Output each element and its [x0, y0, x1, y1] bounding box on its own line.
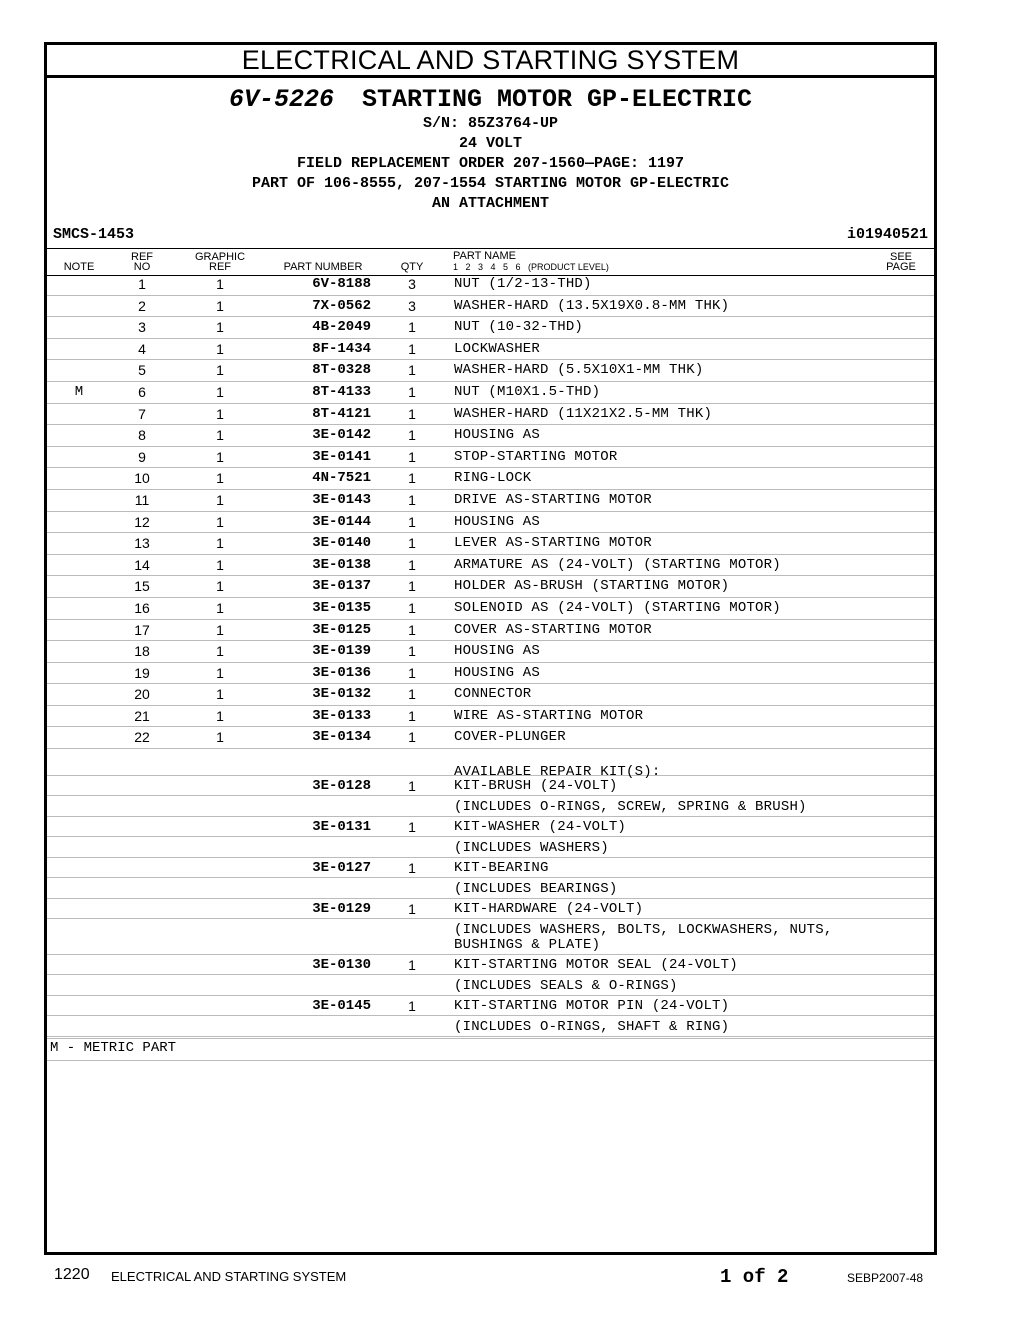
- qty-cell: 1: [408, 556, 416, 573]
- part-name-cell: HOUSING AS: [454, 513, 541, 530]
- col-see-top: SEE: [889, 251, 912, 263]
- col-qty: QTY: [400, 261, 424, 273]
- kit-part-number: 3E-0131: [312, 819, 371, 835]
- ref-no-cell: 21: [134, 707, 150, 724]
- ref-no-cell: 8: [138, 427, 146, 444]
- footnote: M - METRIC PART: [50, 1040, 177, 1056]
- col-graphic-top: GRAPHIC: [194, 251, 246, 263]
- table-row: [47, 468, 934, 490]
- qty-cell: 1: [408, 340, 416, 357]
- col-see-bottom: PAGE: [886, 261, 916, 273]
- part-number-cell: 3E-0140: [312, 535, 371, 552]
- graphic-ref-cell: 1: [216, 621, 224, 638]
- part-number-cell: 7X-0562: [312, 297, 371, 314]
- qty-cell: 1: [408, 491, 416, 508]
- kit-name: KIT-BRUSH (24-VOLT): [454, 778, 618, 794]
- qty-cell: 1: [408, 686, 416, 703]
- kit-row: [47, 996, 934, 1016]
- kit-qty: 1: [408, 901, 416, 917]
- qty-cell: 1: [408, 513, 416, 530]
- group-line: 24 VOLT: [458, 135, 522, 152]
- part-number-cell: 3E-0136: [312, 664, 371, 681]
- part-number-cell: 3E-0134: [312, 729, 371, 746]
- graphic-ref-cell: 1: [216, 599, 224, 616]
- kit-part-number: 3E-0128: [312, 778, 371, 794]
- ref-no-cell: 20: [134, 686, 150, 703]
- table-row: [47, 447, 934, 469]
- ref-no-cell: 6: [138, 383, 146, 400]
- part-name-cell: LEVER AS-STARTING MOTOR: [454, 535, 652, 552]
- kit-row: [47, 955, 934, 975]
- graphic-ref-cell: 1: [216, 513, 224, 530]
- qty-cell: 1: [408, 362, 416, 379]
- kit-includes-row: [47, 1016, 934, 1037]
- table-header: [47, 248, 934, 276]
- part-number-cell: 3E-0144: [312, 513, 371, 530]
- graphic-ref-cell: 1: [216, 340, 224, 357]
- qty-cell: 1: [408, 578, 416, 595]
- smcs-code: SMCS-1453: [53, 226, 135, 243]
- table-row: [47, 533, 934, 555]
- part-number-cell: 3E-0133: [312, 707, 371, 724]
- part-number-cell: 6V-8188: [312, 276, 371, 292]
- part-name-cell: COVER AS-STARTING MOTOR: [454, 621, 652, 638]
- kit-qty: 1: [408, 998, 416, 1014]
- part-name-cell: ARMATURE AS (24-VOLT) (STARTING MOTOR): [454, 556, 781, 573]
- kit-row: [47, 776, 934, 796]
- kit-qty: 1: [408, 860, 416, 876]
- col-ref-bottom: NO: [133, 261, 151, 273]
- col-product-level: 1 2 3 4 5 6 (PRODUCT LEVEL): [453, 262, 609, 272]
- footer-section: ELECTRICAL AND STARTING SYSTEM: [111, 1269, 347, 1284]
- table-row: [47, 274, 934, 296]
- table-row: [47, 296, 934, 318]
- kit-includes: (INCLUDES SEALS & O-RINGS): [454, 978, 678, 994]
- part-number-cell: 4N-7521: [312, 470, 371, 487]
- group-line: AN ATTACHMENT: [431, 195, 550, 212]
- qty-cell: 3: [408, 297, 416, 314]
- part-name-cell: STOP-STARTING MOTOR: [454, 448, 618, 465]
- kit-part-number: 3E-0129: [312, 901, 371, 917]
- ref-no-cell: 2: [138, 297, 146, 314]
- part-number-cell: 3E-0135: [312, 599, 371, 616]
- table-row: [47, 425, 934, 447]
- group-line: FIELD REPLACEMENT ORDER 207-1560—PAGE: 1197: [296, 155, 685, 172]
- table-row: [47, 382, 934, 404]
- table-row: [47, 360, 934, 382]
- col-graphic-bottom: REF: [209, 261, 231, 273]
- table-row: [47, 339, 934, 361]
- part-number-cell: 8T-4133: [312, 383, 371, 400]
- kit-name: KIT-WASHER (24-VOLT): [454, 819, 627, 835]
- table-row: [47, 317, 934, 339]
- part-name-cell: CONNECTOR: [454, 686, 532, 703]
- table-row: [47, 663, 934, 685]
- graphic-ref-cell: 1: [216, 362, 224, 379]
- ref-no-cell: 12: [134, 513, 150, 530]
- table-row: [47, 404, 934, 426]
- kit-includes-row: [47, 796, 934, 817]
- part-name-cell: HOUSING AS: [454, 643, 541, 660]
- part-name-cell: NUT (1/2-13-THD): [454, 276, 592, 292]
- graphic-ref-cell: 1: [216, 405, 224, 422]
- qty-cell: 1: [408, 405, 416, 422]
- part-number-cell: 8T-4121: [312, 405, 371, 422]
- kit-name: KIT-BEARING: [454, 860, 549, 876]
- page-number: 1220: [54, 1266, 90, 1283]
- part-number-cell: 4B-2049: [312, 319, 371, 336]
- table-row: [47, 576, 934, 598]
- table-row: [47, 598, 934, 620]
- col-note: NOTE: [63, 261, 95, 273]
- kit-name: KIT-STARTING MOTOR SEAL (24-VOLT): [454, 957, 738, 973]
- kit-qty: 1: [408, 819, 416, 835]
- kit-includes: (INCLUDES BEARINGS): [454, 881, 618, 897]
- group-part-number: 6V-5226: [228, 85, 334, 114]
- table-row: [47, 512, 934, 534]
- kit-row: [47, 817, 934, 837]
- qty-cell: 3: [408, 276, 416, 292]
- graphic-ref-cell: 1: [216, 491, 224, 508]
- kit-includes: BUSHINGS & PLATE): [454, 937, 601, 953]
- table-row: [47, 620, 934, 642]
- kit-part-number: 3E-0130: [312, 957, 371, 973]
- divider: [47, 1038, 934, 1039]
- kit-includes-row: [47, 878, 934, 899]
- qty-cell: 1: [408, 729, 416, 746]
- kits-heading: AVAILABLE REPAIR KIT(S):: [454, 764, 661, 780]
- part-name-cell: HOLDER AS-BRUSH (STARTING MOTOR): [454, 578, 730, 595]
- part-number-cell: 3E-0143: [312, 491, 371, 508]
- qty-cell: 1: [408, 707, 416, 724]
- page-footer: [0, 1266, 1020, 1290]
- part-name-cell: LOCKWASHER: [454, 340, 541, 357]
- part-name-cell: SOLENOID AS (24-VOLT) (STARTING MOTOR): [454, 599, 781, 616]
- qty-cell: 1: [408, 643, 416, 660]
- part-name-cell: NUT (M10X1.5-THD): [454, 383, 601, 400]
- qty-cell: 1: [408, 664, 416, 681]
- part-number-cell: 3E-0141: [312, 448, 371, 465]
- group-title: [47, 86, 934, 114]
- graphic-ref-cell: 1: [216, 556, 224, 573]
- kit-name: KIT-HARDWARE (24-VOLT): [454, 901, 644, 917]
- doc-id: SEBP2007-48: [847, 1271, 924, 1285]
- part-name-cell: COVER-PLUNGER: [454, 729, 566, 746]
- divider: [47, 1060, 934, 1061]
- graphic-ref-cell: 1: [216, 578, 224, 595]
- kit-name: KIT-STARTING MOTOR PIN (24-VOLT): [454, 998, 730, 1014]
- kit-row: [47, 899, 934, 919]
- graphic-ref-cell: 1: [216, 297, 224, 314]
- kits-heading-row: [47, 752, 934, 780]
- part-number-cell: 3E-0132: [312, 686, 371, 703]
- qty-cell: 1: [408, 535, 416, 552]
- parts-list: [47, 274, 934, 749]
- kit-includes: (INCLUDES O-RINGS, SHAFT & RING): [454, 1019, 730, 1035]
- kit-includes: (INCLUDES O-RINGS, SCREW, SPRING & BRUSH): [454, 799, 807, 815]
- part-name-cell: WASHER-HARD (11X21X2.5-MM THK): [454, 405, 713, 422]
- smcs-row: [47, 226, 934, 248]
- ref-no-cell: 16: [134, 599, 150, 616]
- group-line: PART OF 106-8555, 207-1554 STARTING MOTOR GP-ELECTRIC: [251, 175, 730, 192]
- repair-kits: [47, 752, 934, 1037]
- kit-includes-row: [47, 975, 934, 996]
- ref-no-cell: 13: [134, 535, 150, 552]
- graphic-ref-cell: 1: [216, 686, 224, 703]
- qty-cell: 1: [408, 319, 416, 336]
- ref-no-cell: 7: [138, 405, 146, 422]
- table-row: [47, 555, 934, 577]
- group-line: S/N: 85Z3764-UP: [422, 115, 559, 132]
- part-number-cell: 3E-0139: [312, 643, 371, 660]
- part-name-cell: WASHER-HARD (13.5X19X0.8-MM THK): [454, 297, 730, 314]
- kit-part-number: 3E-0145: [312, 998, 371, 1014]
- kit-part-number: 3E-0127: [312, 860, 371, 876]
- graphic-ref-cell: 1: [216, 276, 224, 292]
- ref-no-cell: 18: [134, 643, 150, 660]
- part-name-cell: WASHER-HARD (5.5X10X1-MM THK): [454, 362, 704, 379]
- illustration-id: i01940521: [846, 226, 928, 243]
- ref-no-cell: 10: [134, 470, 150, 487]
- part-number-cell: 3E-0138: [312, 556, 371, 573]
- ref-no-cell: 1: [138, 276, 146, 292]
- ref-no-cell: 11: [134, 491, 150, 508]
- section-title: ELECTRICAL AND STARTING SYSTEM: [47, 45, 934, 78]
- ref-no-cell: 3: [138, 319, 146, 336]
- kit-includes: (INCLUDES WASHERS, BOLTS, LOCKWASHERS, NUTS,: [454, 922, 833, 938]
- ref-no-cell: 14: [134, 556, 150, 573]
- note-cell: M: [74, 383, 84, 400]
- graphic-ref-cell: 1: [216, 729, 224, 746]
- graphic-ref-cell: 1: [216, 427, 224, 444]
- col-part-number: PART NUMBER: [283, 261, 363, 273]
- qty-cell: 1: [408, 448, 416, 465]
- page-frame: [44, 42, 937, 1255]
- col-ref-top: REF: [131, 251, 153, 263]
- page-of: 1 of 2: [720, 1266, 789, 1288]
- kit-includes-row: [47, 837, 934, 858]
- qty-cell: 1: [408, 621, 416, 638]
- graphic-ref-cell: 1: [216, 319, 224, 336]
- col-part-name: PART NAME: [453, 250, 516, 262]
- part-name-cell: NUT (10-32-THD): [454, 319, 584, 336]
- graphic-ref-cell: 1: [216, 535, 224, 552]
- part-name-cell: HOUSING AS: [454, 427, 541, 444]
- ref-no-cell: 15: [134, 578, 150, 595]
- graphic-ref-cell: 1: [216, 470, 224, 487]
- part-name-cell: WIRE AS-STARTING MOTOR: [454, 707, 644, 724]
- graphic-ref-cell: 1: [216, 664, 224, 681]
- qty-cell: 1: [408, 599, 416, 616]
- part-name-cell: RING-LOCK: [454, 470, 532, 487]
- graphic-ref-cell: 1: [216, 448, 224, 465]
- part-number-cell: 8T-0328: [312, 362, 371, 379]
- part-name-cell: DRIVE AS-STARTING MOTOR: [454, 491, 652, 508]
- kit-qty: 1: [408, 957, 416, 973]
- part-number-cell: 3E-0125: [312, 621, 371, 638]
- part-number-cell: 3E-0137: [312, 578, 371, 595]
- qty-cell: 1: [408, 383, 416, 400]
- group-name: STARTING MOTOR GP-ELECTRIC: [361, 85, 753, 114]
- table-row: [47, 641, 934, 663]
- graphic-ref-cell: 1: [216, 643, 224, 660]
- ref-no-cell: 9: [138, 448, 146, 465]
- table-row: [47, 684, 934, 706]
- ref-no-cell: 19: [134, 664, 150, 681]
- ref-no-cell: 4: [138, 340, 146, 357]
- ref-no-cell: 5: [138, 362, 146, 379]
- ref-no-cell: 17: [134, 621, 150, 638]
- part-number-cell: 3E-0142: [312, 427, 371, 444]
- table-row: [47, 490, 934, 512]
- ref-no-cell: 22: [134, 729, 150, 746]
- graphic-ref-cell: 1: [216, 707, 224, 724]
- kit-row: [47, 858, 934, 878]
- qty-cell: 1: [408, 470, 416, 487]
- group-heading: [47, 86, 934, 214]
- kit-includes: (INCLUDES WASHERS): [454, 840, 609, 856]
- kit-includes-row: [47, 919, 934, 955]
- table-row: [47, 727, 934, 749]
- table-row: [47, 706, 934, 728]
- kit-qty: 1: [408, 778, 416, 794]
- qty-cell: 1: [408, 427, 416, 444]
- part-name-cell: HOUSING AS: [454, 664, 541, 681]
- graphic-ref-cell: 1: [216, 383, 224, 400]
- part-number-cell: 8F-1434: [312, 340, 371, 357]
